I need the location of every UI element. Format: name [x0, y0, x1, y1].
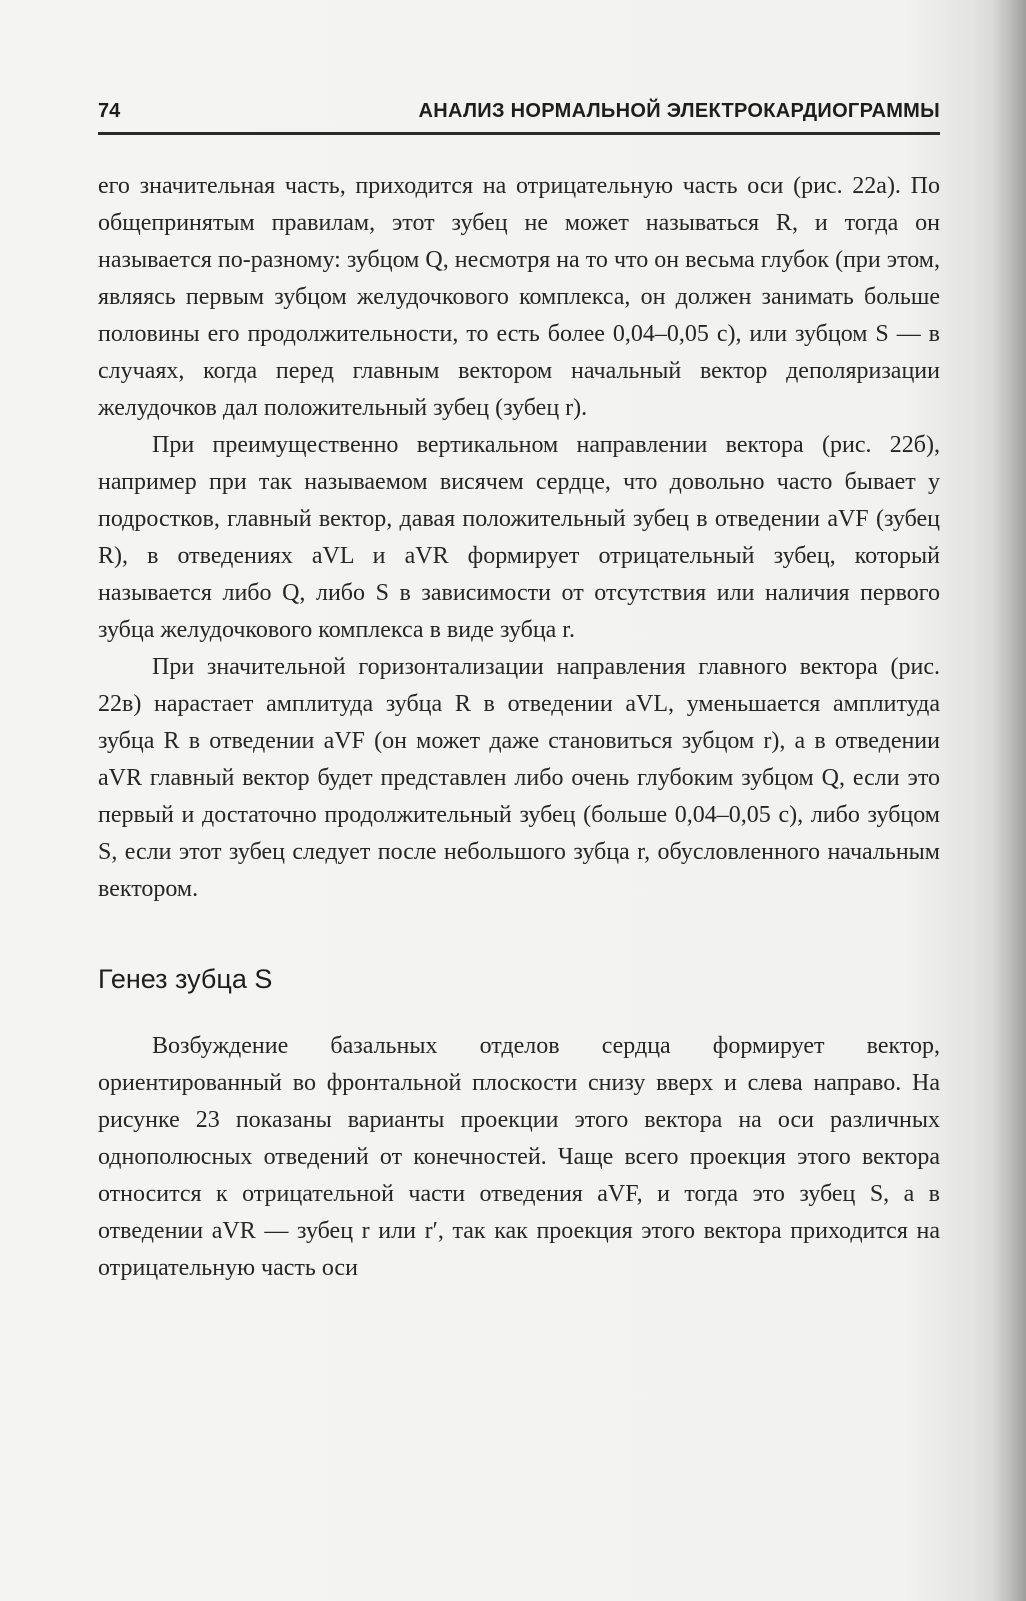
- paragraph-continued: его значительная часть, приходится на отрицательную часть оси (рис. 22а). По общепринятым правилам, этот зубец не может называться R, и тогда он называется по-разному: зубцом Q, несмотря на то что он весьма глубок (при этом, являясь первым зубцом желудочкового комплекса, он должен занимать больше половины его продолжительности, то есть более 0,04–0,05 с), или зубцом S — в случаях, когда перед главным вектором начальный вектор деполяризации желудочков дал положительный зубец (зубец r).: [98, 173, 940, 421]
- section-heading: Генез зубца S: [98, 964, 273, 994]
- page-binding-shadow: [992, 0, 1026, 1601]
- running-header: [98, 98, 940, 135]
- running-title: АНАЛИЗ НОРМАЛЬНОЙ ЭЛЕКТРОКАРДИОГРАММЫ: [418, 100, 940, 122]
- paragraph-s-wave-genesis: Возбуждение базальных отделов сердца формирует вектор, ориентированный во фронтальной плоскости снизу вверх и слева направо. На рисунке 23 показаны варианты проекции этого вектора на оси различных однополюсных отведений от конечностей. Чаще всего проекция этого вектора относится к отрицательной части отведения aVF, и тогда это зубец S, а в отведении aVR — зубец r или r′, так как проекция этого вектора приходится на отрицательную часть оси: [98, 1033, 940, 1281]
- paragraph-vertical-vector: При преимущественно вертикальном направлении вектора (рис. 22б), например при так называемом висячем сердце, что довольно часто бывает у подростков, главный вектор, давая положительный зубец в отведении aVF (зубец R), в отведениях aVL и aVR формирует отрицательный зубец, который называется либо Q, либо S в зависимости от отсутствия или наличия первого зубца желудочкового комплекса в виде зубца r.: [98, 432, 940, 643]
- page-number: 74: [98, 100, 121, 122]
- paragraph-horizontal-vector: При значительной горизонтализации направления главного вектора (рис. 22в) нарастает амплитуда зубца R в отведении aVL, уменьшается амплитуда зубца R в отведении aVF (он может даже становиться зубцом r), а в отведении aVR главный вектор будет представлен либо очень глубоким зубцом Q, если это первый и достаточно продолжительный зубец (больше 0,04–0,05 с), либо зубцом S, если этот зубец следует после небольшого зубца r, обусловленного начальным вектором.: [98, 654, 940, 902]
- page-body: [98, 168, 940, 1287]
